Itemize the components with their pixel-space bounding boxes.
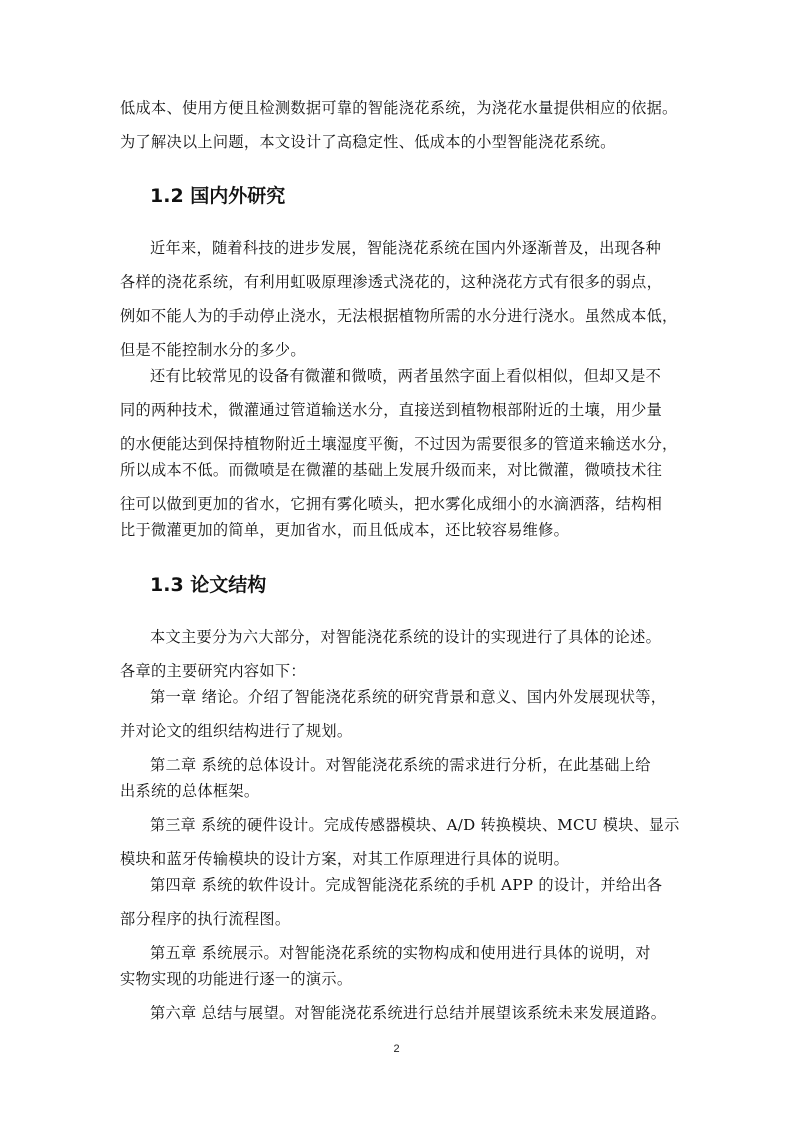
chapter-summary-line: 部分程序的执行流程图。 — [120, 910, 291, 928]
chapter-summary-line: 模块和蓝牙传输模块的设计方案，对其工作原理进行具体的说明。 — [120, 850, 570, 868]
paragraph-line: 比于微灌更加的简单，更加省水，而且低成本，还比较容易维修。 — [120, 521, 570, 539]
page-number: 2 — [393, 1043, 400, 1055]
chapter-summary-line: 出系统的总体框架。 — [120, 782, 260, 800]
paragraph-line: 往可以做到更加的省水，它拥有雾化喷头，把水雾化成细小的水滴洒落，结构相 — [120, 495, 663, 513]
paragraph-line: 近年来，随着科技的进步发展，智能浇花系统在国内外逐渐普及，出现各种 — [150, 239, 662, 257]
paragraph-line: 低成本、使用方便且检测数据可靠的智能浇花系统，为浇花水量提供相应的依据。 — [120, 99, 678, 117]
chapter-summary-line: 第一章 绪论。介绍了智能浇花系统的研究背景和意义、国内外发展现状等， — [150, 688, 667, 706]
paragraph-line: 的水便能达到保持植物附近土壤湿度平衡，不过因为需要很多的管道来输送水分， — [120, 435, 678, 453]
chapter-summary-line: 第二章 系统的总体设计。对智能浇花系统的需求进行分析，在此基础上给 — [150, 756, 651, 774]
chapter-summary-line: 并对论文的组织结构进行了规划。 — [120, 722, 353, 740]
paragraph-line: 所以成本不低。而微喷是在微灌的基础上发展升级而来，对比微灌，微喷技术往 — [120, 461, 663, 479]
chapter-summary-line: 第四章 系统的软件设计。完成智能浇花系统的手机 APP 的设计，并给出各 — [150, 876, 663, 894]
section-heading-1-3: 1.3 论文结构 — [150, 574, 267, 596]
paragraph-line: 各样的浇花系统，有利用虹吸原理渗透式浇花的，这种浇花方式有很多的弱点， — [120, 273, 663, 291]
chapter-summary-line: 第六章 总结与展望。对智能浇花系统进行总结并展望该系统未来发展道路。 — [150, 1004, 667, 1022]
paragraph-line: 为了解决以上问题，本文设计了高稳定性、低成本的小型智能浇花系统。 — [120, 133, 616, 151]
paragraph-line: 但是不能控制水分的多少。 — [120, 341, 306, 359]
paragraph-line: 各章的主要研究内容如下： — [120, 662, 306, 680]
paragraph-line: 同的两种技术，微灌通过管道输送水分，直接送到植物根部附近的土壤，用少量 — [120, 401, 663, 419]
chapter-summary-line: 第三章 系统的硬件设计。完成传感器模块、A/D 转换模块、MCU 模块、显示 — [150, 816, 680, 834]
chapter-summary-line: 实物实现的功能进行逐一的演示。 — [120, 970, 353, 988]
paragraph-line: 本文主要分为六大部分，对智能浇花系统的设计的实现进行了具体的论述。 — [150, 628, 662, 646]
section-heading-1-2: 1.2 国内外研究 — [150, 185, 286, 207]
paragraph-line: 还有比较常见的设备有微灌和微喷，两者虽然字面上看似相似，但却又是不 — [150, 367, 662, 385]
chapter-summary-line: 第五章 系统展示。对智能浇花系统的实物构成和使用进行具体的说明，对 — [150, 944, 651, 962]
paragraph-line: 例如不能人为的手动停止浇水，无法根据植物所需的水分进行浇水。虽然成本低， — [120, 307, 678, 325]
